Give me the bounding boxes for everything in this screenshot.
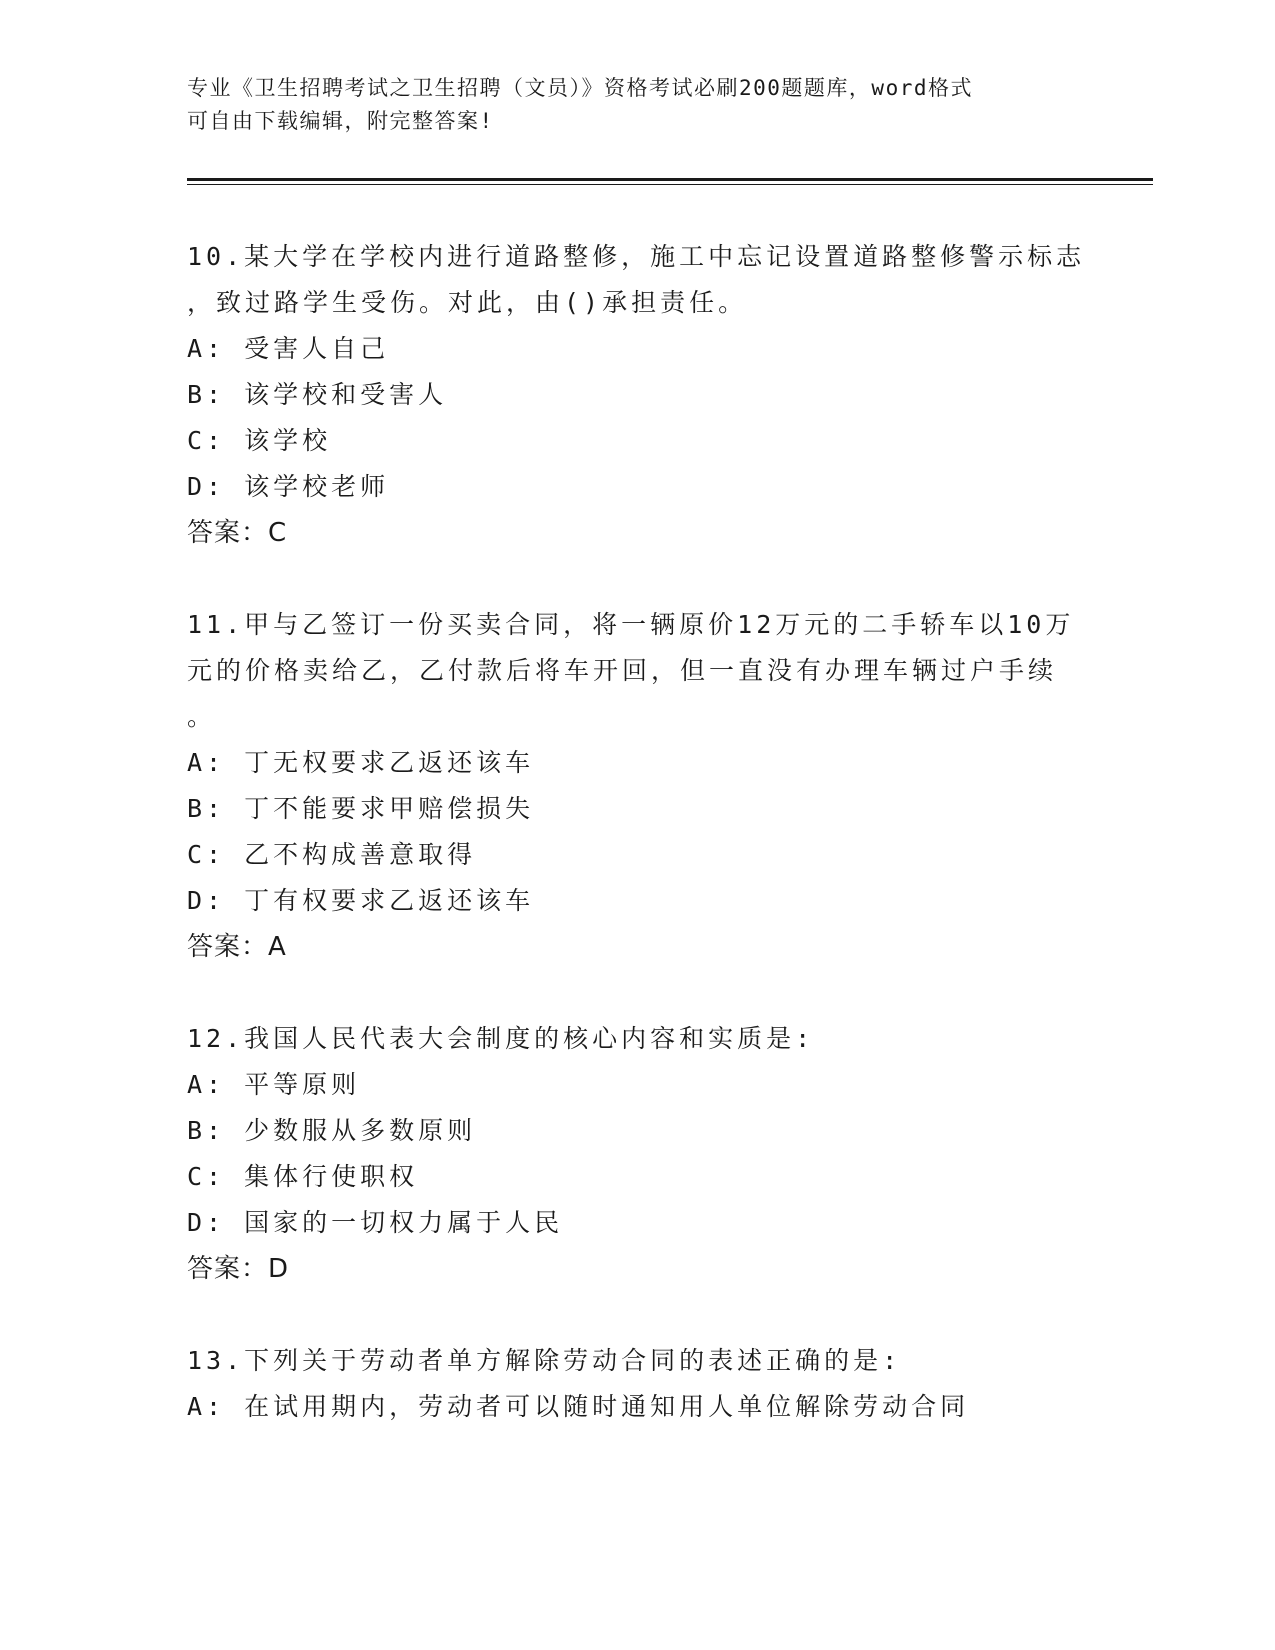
question-text-line: ，致过路学生受伤。对此，由()承担责任。: [187, 288, 748, 317]
header-divider-thin: [187, 184, 1153, 185]
question-text-line: 11.甲与乙签订一份买卖合同，将一辆原价12万元的二手轿车以10万: [187, 610, 1075, 639]
option-a: A: 在试用期内，劳动者可以随时通知用人单位解除劳动合同: [187, 1392, 970, 1421]
option-b: B: 该学校和受害人: [187, 380, 448, 409]
option-a: A: 丁无权要求乙返还该车: [187, 748, 535, 777]
question-11: [187, 602, 1087, 970]
question-12: [187, 1016, 1087, 1292]
question-text-line: 10.某大学在学校内进行道路整修，施工中忘记设置道路整修警示标志: [187, 242, 1086, 271]
option-d: D: 国家的一切权力属于人民: [187, 1208, 564, 1237]
option-b: B: 少数服从多数原则: [187, 1116, 477, 1145]
answer-line: 答案：D: [187, 1254, 290, 1284]
option-d: D: 该学校老师: [187, 472, 390, 501]
question-text-line: 。: [187, 702, 217, 731]
question-13: [187, 1338, 1087, 1430]
header-line-1: 专业《卫生招聘考试之卫生招聘（文员）》资格考试必刷200题题库，word格式: [187, 76, 973, 100]
option-c: C: 集体行使职权: [187, 1162, 419, 1191]
question-text-line: 元的价格卖给乙，乙付款后将车开回，但一直没有办理车辆过户手续: [187, 656, 1058, 685]
option-c: C: 乙不构成善意取得: [187, 840, 477, 869]
question-10: [187, 234, 1087, 556]
option-a: A: 受害人自己: [187, 334, 390, 363]
option-b: B: 丁不能要求甲赔偿损失: [187, 794, 535, 823]
option-a: A: 平等原则: [187, 1070, 361, 1099]
question-list: [187, 234, 1087, 1476]
header-line-2: 可自由下载编辑，附完整答案!: [187, 109, 494, 133]
document-header: [187, 72, 1087, 138]
option-c: C: 该学校: [187, 426, 332, 455]
answer-line: 答案：A: [187, 932, 287, 962]
option-d: D: 丁有权要求乙返还该车: [187, 886, 535, 915]
question-text-line: 12.我国人民代表大会制度的核心内容和实质是:: [187, 1024, 815, 1053]
question-text-line: 13.下列关于劳动者单方解除劳动合同的表述正确的是:: [187, 1346, 902, 1375]
header-divider-thick: [187, 178, 1153, 181]
answer-line: 答案：C: [187, 518, 288, 548]
